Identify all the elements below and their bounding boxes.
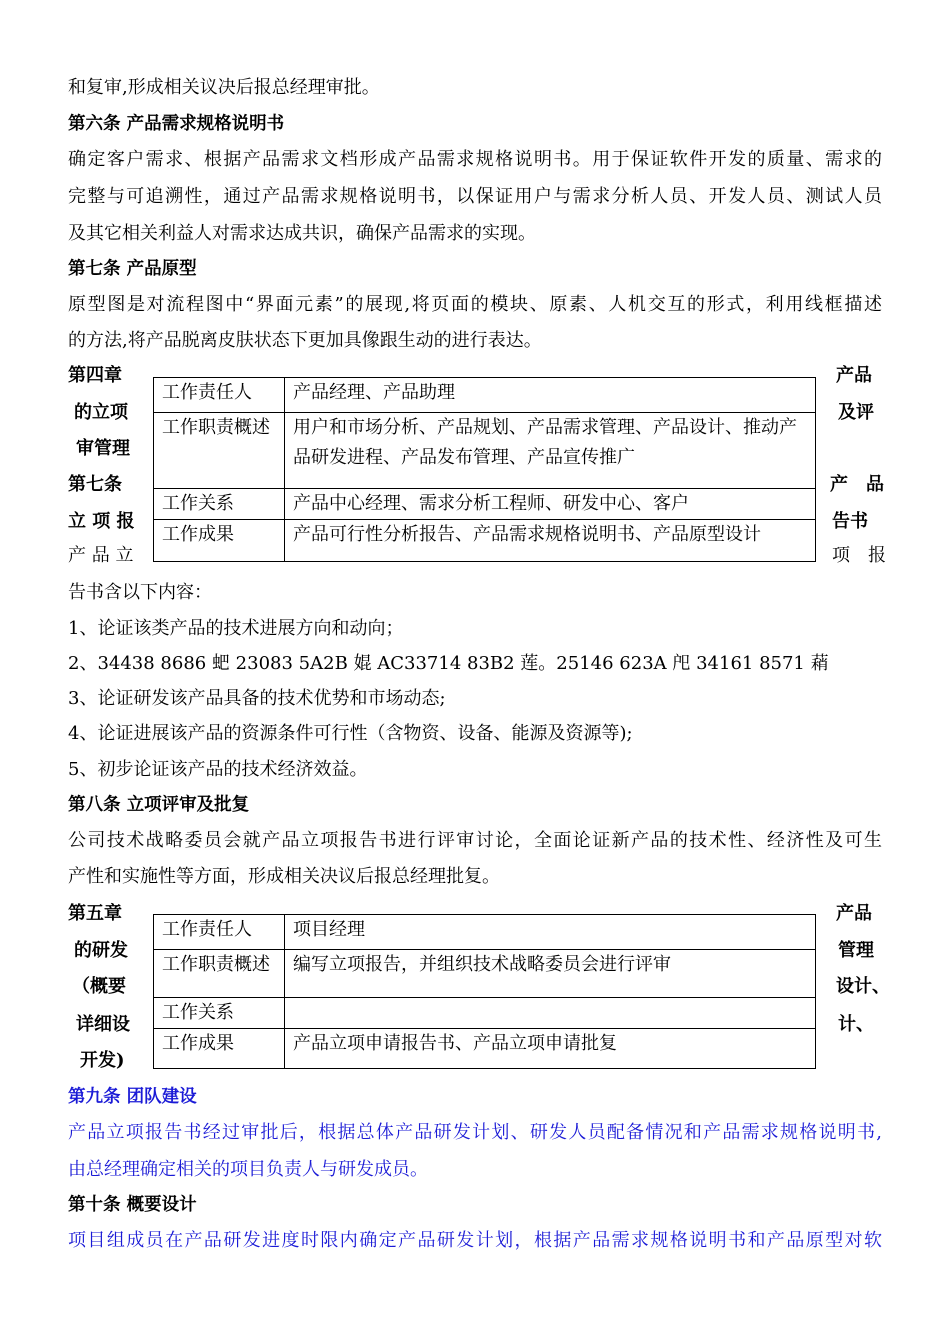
paragraph-line: 由总经理确定相关的项目负责人与研发成员。 [68, 1159, 428, 1180]
article-heading-7: 第七条 产品原型 [68, 259, 197, 279]
table-row [154, 915, 816, 950]
paragraph-line: 公司技术战略委员会就产品立项报告书进行评审讨论，全面论证新产品的技术性、经济性及可生 [68, 830, 882, 851]
paragraph-line: 完整与可追溯性，通过产品需求规格说明书，以保证用户与需求分析人员、开发人员、测试人员 [68, 186, 882, 207]
side-text: 的立项 [74, 402, 128, 423]
paragraph-line: 确定客户需求、根据产品需求文档形成产品需求规格说明书。用于保证软件开发的质量、需求的 [68, 149, 882, 170]
table-key-cell: 工作责任人 [154, 915, 285, 950]
side-text: 产 品 [830, 474, 884, 495]
paragraph-line: 及其它相关利益人对需求达成共识，确保产品需求的实现。 [68, 223, 536, 244]
table-key-cell: 工作成果 [154, 1029, 285, 1069]
side-text: 第七条 [68, 474, 122, 495]
paragraph-line: 和复审,形成相关议决后报总经理审批。 [68, 77, 380, 98]
table-row [154, 1029, 816, 1069]
table-key-cell: 工作成果 [154, 520, 285, 562]
paragraph-line: 产品立项报告书经过审批后，根据总体产品研发计划、研发人员配备情况和产品需求规格说明书, [68, 1122, 882, 1143]
side-text: 及评 [838, 402, 874, 423]
article-heading-10: 第十条 概要设计 [68, 1195, 197, 1215]
side-text: 详细设 [76, 1014, 130, 1035]
list-item: 2、34438 8686 蚆 23083 5A2B 婫 AC33714 83B2 莲。25146 623A 戺 34161 8571 蕱 [68, 653, 829, 674]
table-value-cell: 产品可行性分析报告、产品需求规格说明书、产品原型设计 [285, 520, 816, 562]
article-heading-8: 第八条 立项评审及批复 [68, 795, 250, 815]
paragraph-line: 产性和实施性等方面，形成相关决议后报总经理批复。 [68, 866, 500, 887]
side-text: 的研发 [74, 940, 128, 961]
paragraph-line: 原型图是对流程图中“界面元素”的展现,将页面的模块、原素、人机交互的形式，利用线框描述 [68, 294, 882, 315]
table-value-cell [285, 998, 816, 1029]
table-row [154, 413, 816, 489]
table-key-cell: 工作职责概述 [154, 950, 285, 998]
table-value-cell: 产品立项申请报告书、产品立项申请批复 [285, 1029, 816, 1069]
article-heading-9: 第九条 团队建设 [68, 1087, 197, 1107]
side-text: 项 报 [832, 545, 886, 566]
table-key-cell: 工作职责概述 [154, 413, 285, 489]
paragraph-line: 告书含以下内容： [68, 582, 212, 603]
role-table-1 [153, 377, 816, 562]
side-text: 产品 [836, 365, 872, 386]
table-value-cell: 产品中心经理、需求分析工程师、研发中心、客户 [285, 489, 816, 520]
side-text: 管理 [838, 940, 874, 961]
table-row [154, 998, 816, 1029]
side-text: 产品 [836, 903, 872, 924]
table-value-cell: 编写立项报告，并组织技术战略委员会进行评审 [285, 950, 816, 998]
side-text: 告书 [832, 511, 868, 532]
table-row [154, 950, 816, 998]
table-row [154, 520, 816, 562]
side-text: 开发) [80, 1050, 125, 1071]
article-heading-6: 第六条 产品需求规格说明书 [68, 114, 285, 134]
table-value-cell: 用户和市场分析、产品规划、产品需求管理、产品设计、推动产品研发进程、产品发布管理、产品宣传推广 [285, 413, 816, 489]
list-item: 4、论证进展该产品的资源条件可行性（含物资、设备、能源及资源等); [68, 723, 633, 744]
list-item: 5、初步论证该产品的技术经济效益。 [68, 759, 368, 780]
side-text: 立 项 报 [68, 511, 135, 532]
role-table-2 [153, 914, 816, 1069]
table-value-cell: 项目经理 [285, 915, 816, 950]
table-value-cell: 产品经理、产品助理 [285, 378, 816, 413]
side-text: （概要 [72, 976, 126, 997]
side-text: 审管理 [76, 438, 130, 459]
side-text: 设计、 [836, 976, 890, 997]
table-row [154, 489, 816, 520]
list-item: 3、论证研发该产品具备的技术优势和市场动态; [68, 688, 446, 709]
table-key-cell: 工作关系 [154, 998, 285, 1029]
side-text: 计、 [838, 1014, 874, 1035]
paragraph-line: 的方法,将产品脱离皮肤状态下更加具像跟生动的进行表达。 [68, 330, 542, 351]
table-row [154, 378, 816, 413]
side-text: 第四章 [68, 365, 122, 386]
paragraph-line: 项目组成员在产品研发进度时限内确定产品研发计划，根据产品需求规格说明书和产品原型对软 [68, 1230, 882, 1251]
side-text: 产 品 立 [68, 545, 134, 566]
table-key-cell: 工作关系 [154, 489, 285, 520]
table-key-cell: 工作责任人 [154, 378, 285, 413]
list-item: 1、论证该类产品的技术进展方向和动向； [68, 618, 404, 639]
side-text: 第五章 [68, 903, 122, 924]
